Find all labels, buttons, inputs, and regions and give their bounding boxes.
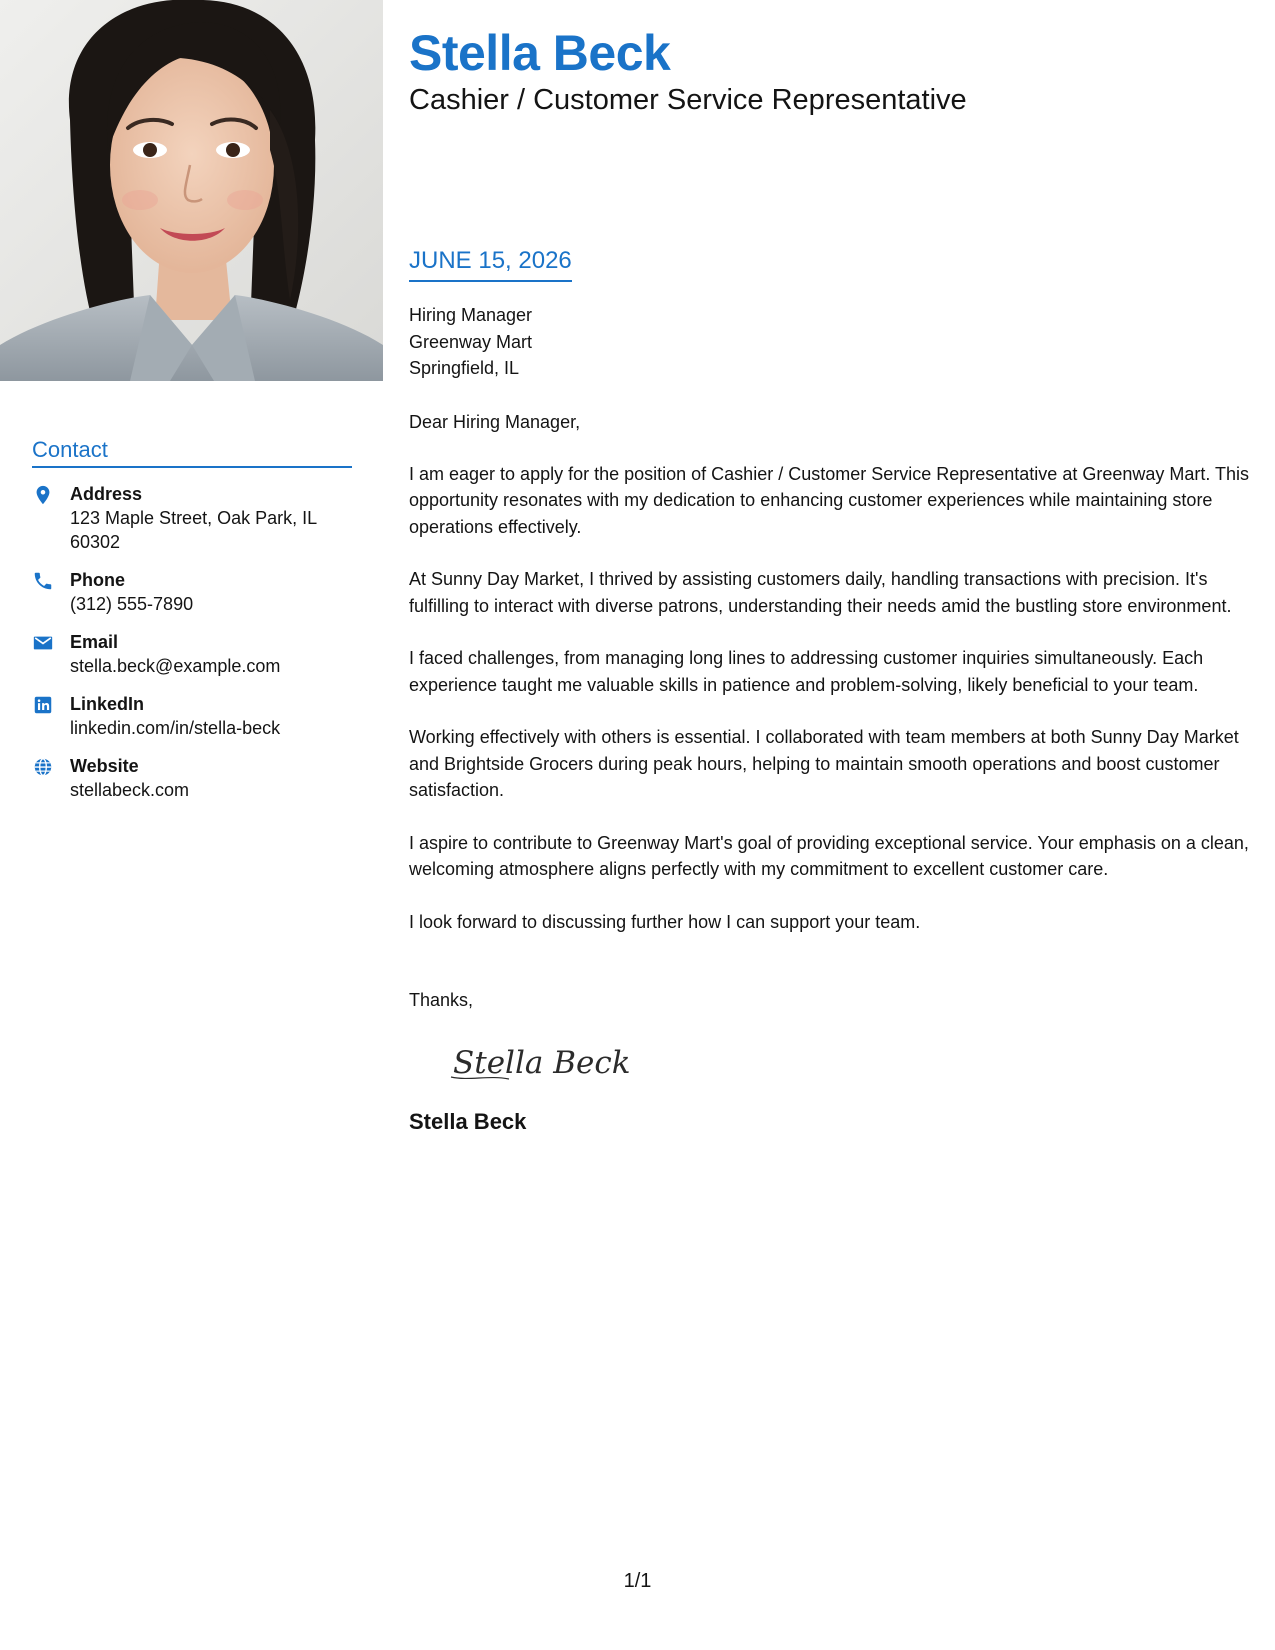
contact-item-phone xyxy=(32,568,352,616)
page-number: 1/1 xyxy=(623,1570,652,1592)
recipient-location: Springfield, IL xyxy=(409,358,520,378)
contact-item-address xyxy=(32,482,352,554)
linkedin-label: LinkedIn xyxy=(70,694,145,714)
handwritten-signature xyxy=(449,1037,639,1087)
letter-date-block xyxy=(409,246,572,282)
address-label: Address xyxy=(70,484,143,504)
letter-paragraph: At Sunny Day Market, I thrived by assisting customers daily, handling transactions with precision. It's fulfilling to interact with diverse patrons, understanding their needs amid the bustling store environment. xyxy=(409,569,1232,616)
closing: Thanks, xyxy=(409,990,474,1010)
letter-paragraph: I look forward to discussing further how I can support your team. xyxy=(409,911,921,932)
portrait-illustration xyxy=(0,0,383,381)
job-title: Cashier / Customer Service Representative xyxy=(409,84,967,116)
recipient-block xyxy=(409,302,1259,382)
letter-date: JUNE 15, 2026 xyxy=(409,247,572,274)
linkedin-value[interactable]: linkedin.com/in/stella-beck xyxy=(70,718,281,738)
phone-value[interactable]: (312) 555-7890 xyxy=(70,594,194,614)
letter-paragraph: I am eager to apply for the position of Cashier / Customer Service Representative at Greenway Mart. This opportunity resonates with my dedication to enhancing customer experiences while maintaining store operations effectively. xyxy=(409,463,1250,537)
profile-photo xyxy=(0,0,383,381)
recipient-company: Greenway Mart xyxy=(409,331,533,352)
letter-body xyxy=(409,24,1259,1135)
envelope-icon xyxy=(32,632,54,654)
address-value: 123 Maple Street, Oak Park, IL 60302 xyxy=(70,508,317,552)
phone-icon xyxy=(32,570,54,592)
recipient-title: Hiring Manager xyxy=(409,305,533,325)
globe-icon xyxy=(32,756,54,778)
salutation: Dear Hiring Manager, xyxy=(409,411,581,432)
letter-paragraph: I aspire to contribute to Greenway Mart's goal of providing exceptional service. Your emphasis on a clean, welcoming atmosphere aligns perfectly with my commitment to excellent customer care. xyxy=(409,832,1249,879)
contact-item-website xyxy=(32,754,352,802)
email-value[interactable]: stella.beck@example.com xyxy=(70,656,281,676)
map-pin-icon xyxy=(32,484,54,506)
linkedin-icon xyxy=(32,694,54,716)
contact-heading: Contact xyxy=(32,437,352,468)
contact-item-linkedin xyxy=(32,692,352,740)
signoff-name: Stella Beck xyxy=(409,1109,527,1134)
applicant-name: Stella Beck xyxy=(409,25,671,81)
website-value[interactable]: stellabeck.com xyxy=(70,780,190,800)
contact-item-email xyxy=(32,630,352,678)
signature-text: Stella Beck xyxy=(453,1045,631,1081)
email-label: Email xyxy=(70,632,119,652)
letter-paragraph: I faced challenges, from managing long lines to addressing customer inquiries simultaneously. Each experience taught me valuable skills in patience and problem-solving, likely beneficial to your team. xyxy=(409,648,1204,695)
phone-label: Phone xyxy=(70,570,126,590)
letter-paragraph: Working effectively with others is essential. I collaborated with team members at both Sunny Day Market and Brightside Grocers during peak hours, helping to maintain smooth operations and boost customer satisfaction. xyxy=(409,727,1239,800)
website-label: Website xyxy=(70,756,139,776)
contact-section xyxy=(32,437,352,816)
